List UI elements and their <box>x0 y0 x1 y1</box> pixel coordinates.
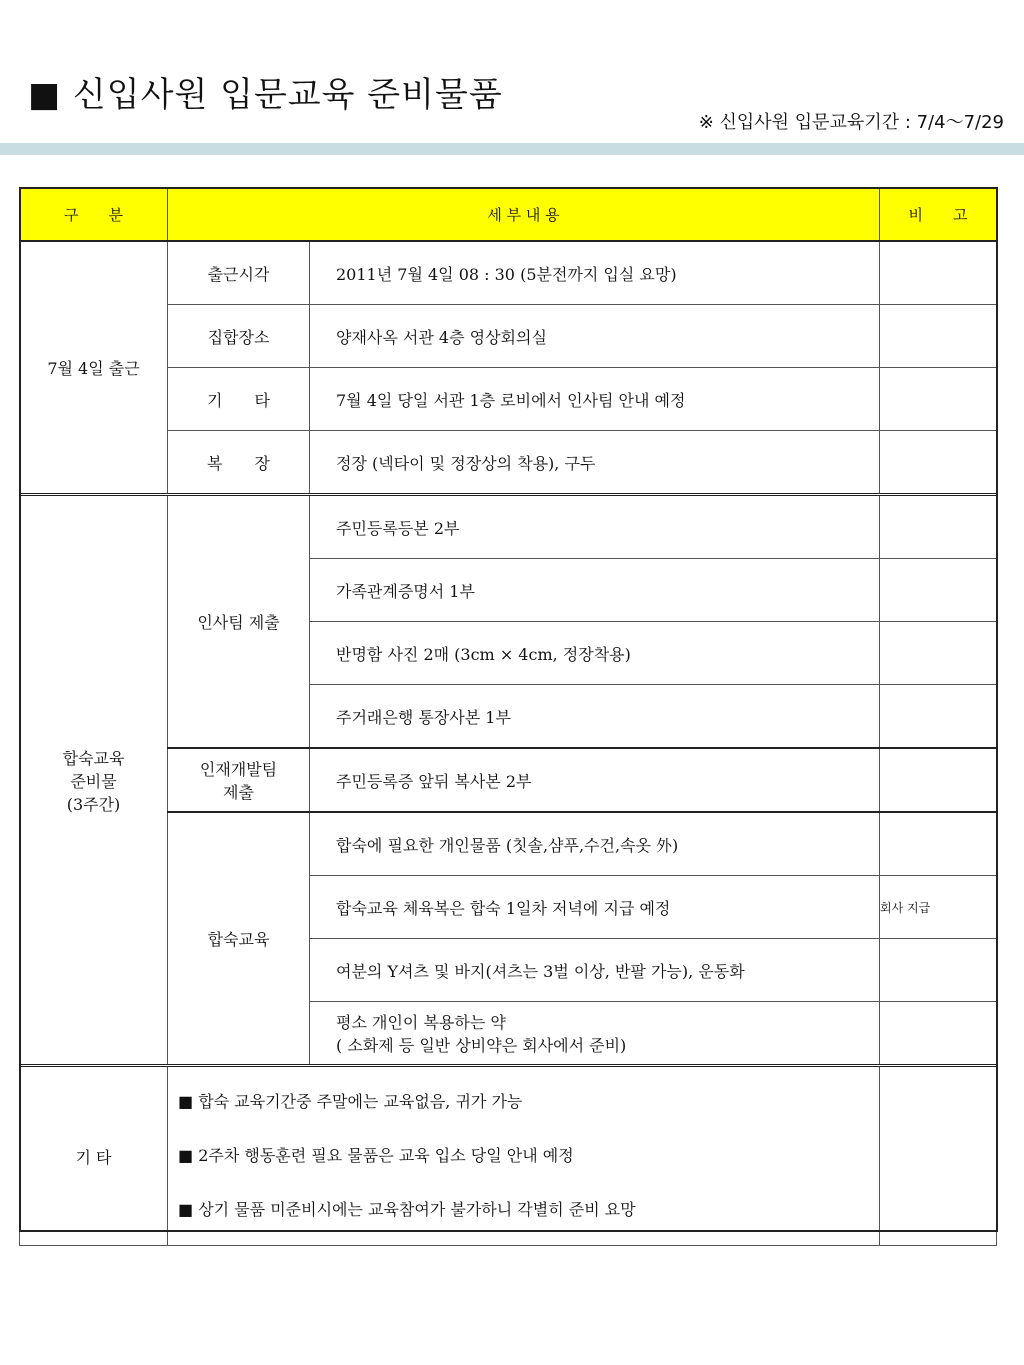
row-item: 출근시각 <box>168 241 310 305</box>
row-note <box>880 495 997 559</box>
row-detail: 반명함 사진 2매 (3cm × 4cm, 정장착용) <box>310 622 880 685</box>
section-label-line: (3주간) <box>66 794 121 814</box>
row-note <box>880 368 997 431</box>
group-item-hr-submission: 인사팀 제출 <box>168 495 310 749</box>
section-label-first-day: 7월 4일 출근 <box>20 241 168 495</box>
section-label-misc: 기 타 <box>20 1066 168 1246</box>
row-detail: 주거래은행 통장사본 1부 <box>310 685 880 749</box>
misc-note-line: ■ 합숙 교육기간중 주말에는 교육없음, 귀가 가능 <box>178 1092 523 1111</box>
row-item: 집합장소 <box>168 305 310 368</box>
row-note <box>880 622 997 685</box>
row-detail-line: 평소 개인이 복용하는 약 <box>336 1013 506 1032</box>
row-detail-line: ( 소화제 등 일반 상비약은 회사에서 준비) <box>336 1036 627 1055</box>
preparation-table <box>19 187 997 1246</box>
row-item: 복 장 <box>168 431 310 495</box>
row-note <box>880 1066 997 1246</box>
page-title: ■ 신입사원 입문교육 준비물품 <box>28 75 503 115</box>
row-note <box>880 241 997 305</box>
row-item: 기 타 <box>168 368 310 431</box>
header-remarks: 비 고 <box>880 188 997 242</box>
row-detail: 합숙교육 체육복은 합숙 1일차 저녁에 지급 예정 <box>310 876 880 939</box>
misc-notes <box>168 1066 880 1246</box>
section-label-line: 준비물 <box>70 771 117 791</box>
row-detail: 2011년 7월 4일 08 : 30 (5분전까지 입실 요망) <box>310 241 880 305</box>
row-detail: 가족관계증명서 1부 <box>310 559 880 622</box>
table-row <box>20 495 997 559</box>
group-item-camp: 합숙교육 <box>168 812 310 1066</box>
row-note <box>880 939 997 1002</box>
group-item-talent-dev <box>168 748 310 812</box>
row-note <box>880 685 997 749</box>
header-details: 세 부 내 용 <box>168 188 880 242</box>
header-divider-band <box>0 143 1024 155</box>
row-detail: 주민등록등본 2부 <box>310 495 880 559</box>
row-note <box>880 431 997 495</box>
row-detail <box>310 1002 880 1066</box>
row-detail: 합숙에 필요한 개인물품 (칫솔,샴푸,수건,속옷 外) <box>310 812 880 876</box>
section-label-camp-supplies <box>20 495 168 1066</box>
row-detail: 주민등록증 앞뒤 복사본 2부 <box>310 748 880 812</box>
row-detail: 여분의 Y셔츠 및 바지(셔츠는 3벌 이상, 반팔 가능), 운동화 <box>310 939 880 1002</box>
group-item-line: 제출 <box>223 783 254 802</box>
table-header-row <box>20 188 997 242</box>
row-note <box>880 1002 997 1066</box>
header-category: 구 분 <box>20 188 168 242</box>
row-note <box>880 812 997 876</box>
section-label-line: 합숙교육 <box>62 748 125 768</box>
row-note-company-provided: 회사 지급 <box>880 876 997 939</box>
table-row <box>20 1066 997 1246</box>
row-detail: 정장 (넥타이 및 정장상의 착용), 구두 <box>310 431 880 495</box>
misc-note-line: ■ 상기 물품 미준비시에는 교육참여가 불가하니 각별히 준비 요망 <box>178 1200 636 1219</box>
group-item-line: 인재개발팀 <box>199 760 278 779</box>
row-note <box>880 748 997 812</box>
row-detail: 양재사옥 서관 4층 영상회의실 <box>310 305 880 368</box>
misc-note-line: ■ 2주차 행동훈련 필요 물품은 교육 입소 당일 안내 예정 <box>178 1146 574 1165</box>
row-note <box>880 305 997 368</box>
row-detail: 7월 4일 당일 서관 1층 로비에서 인사팀 안내 예정 <box>310 368 880 431</box>
table-row <box>20 241 997 305</box>
education-period: ※ 신입사원 입문교육기간 : 7/4～7/29 <box>698 112 1004 133</box>
row-note <box>880 559 997 622</box>
